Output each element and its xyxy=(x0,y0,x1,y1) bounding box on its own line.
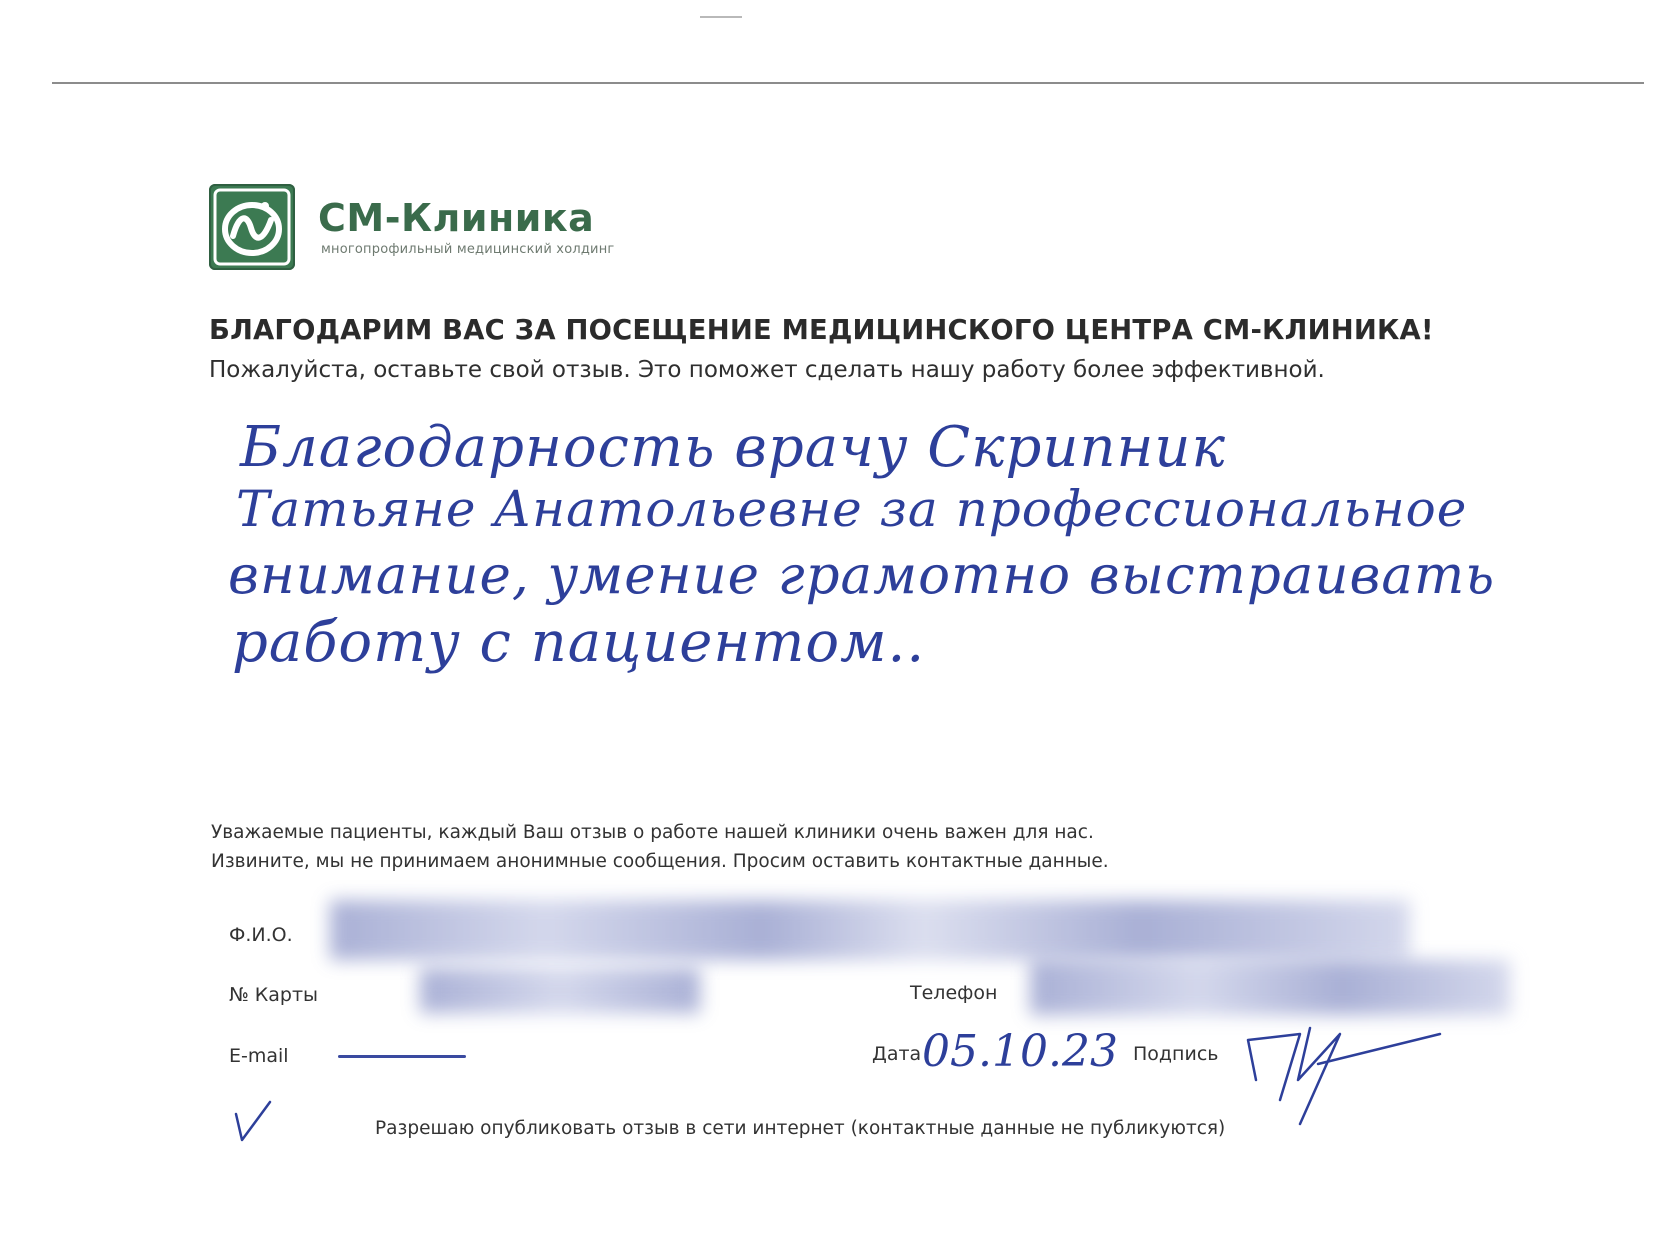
page-subtitle: Пожалуйста, оставьте свой отзыв. Это поможет сделать нашу работу более эффективной. xyxy=(209,357,1325,383)
page-title: БЛАГОДАРИМ ВАС ЗА ПОСЕЩЕНИЕ МЕДИЦИНСКОГО ЦЕНТРА СМ-КЛИНИКА! xyxy=(209,315,1434,346)
date-label: Дата xyxy=(872,1043,922,1065)
fio-value-redacted xyxy=(330,900,1410,960)
phone-label: Телефон xyxy=(910,982,998,1004)
scan-mark xyxy=(700,16,742,18)
notice-line-2: Извините, мы не принимаем анонимные сообщения. Просим оставить контактные данные. xyxy=(211,851,1109,872)
review-line-3: внимание, умение грамотно выстраивать xyxy=(228,545,1496,606)
phone-value-redacted xyxy=(1030,960,1510,1015)
consent-text: Разрешаю опубликовать отзыв в сети интернет (контактные данные не публикуются) xyxy=(375,1118,1226,1139)
card-value-redacted xyxy=(420,968,700,1013)
clinic-logo-icon xyxy=(209,184,295,270)
fio-label: Ф.И.О. xyxy=(229,924,293,946)
email-label: E-mail xyxy=(229,1045,289,1067)
review-line-1: Благодарность врачу Скрипник xyxy=(240,415,1226,480)
top-divider xyxy=(52,82,1644,84)
review-line-4: работу с пациентом.. xyxy=(232,610,926,675)
notice-line-1: Уважаемые пациенты, каждый Ваш отзыв о работе нашей клиники очень важен для нас. xyxy=(211,822,1094,843)
date-value: 05.10.23 xyxy=(922,1026,1118,1077)
email-dash xyxy=(338,1055,466,1058)
brand-tagline: многопрофильный медицинский холдинг xyxy=(321,242,615,257)
card-label: № Карты xyxy=(229,984,319,1006)
brand-name: СМ-Клиника xyxy=(318,196,595,240)
review-line-2: Татьяне Анатольевне за профессиональное xyxy=(236,480,1468,538)
signature-label: Подпись xyxy=(1133,1043,1219,1065)
signature-mark xyxy=(1240,1020,1450,1130)
consent-checkmark-icon[interactable] xyxy=(230,1098,278,1146)
